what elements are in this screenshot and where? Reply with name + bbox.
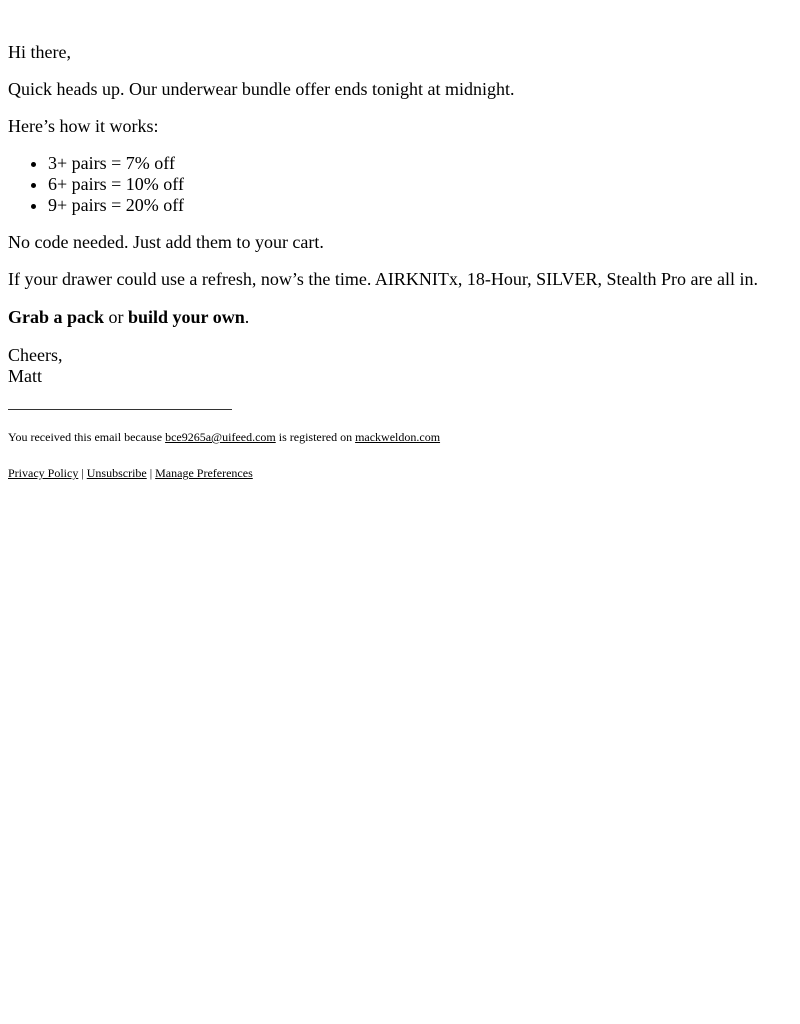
footer-links <box>8 466 792 480</box>
received-text: You received this email because <box>8 430 166 444</box>
build-your-own-link[interactable]: build your own <box>128 307 245 327</box>
email-link[interactable]: bce9265a@uifeed.com <box>165 430 276 444</box>
separator: | <box>78 466 87 480</box>
no-code-text: No code needed. Just add them to your cart. <box>8 232 324 252</box>
intro-text: Quick heads up. Our underwear bundle offer ends tonight at midnight. <box>8 79 515 99</box>
tier-item: • 9+ pairs = 20% off <box>48 195 792 216</box>
tier-list <box>8 153 792 216</box>
tier-item: • 6+ pairs = 10% off <box>48 174 792 195</box>
signoff <box>8 345 792 387</box>
privacy-policy-link[interactable]: Privacy Policy <box>8 466 79 480</box>
signoff-name: Matt <box>8 366 42 386</box>
refresh-text: If your drawer could use a refresh, now’s the time. AIRKNITx, 18-Hour, SILVER, Stealth Pro are all in. <box>8 269 758 289</box>
cta-period: . <box>244 307 250 327</box>
greeting: Hi there, <box>8 42 71 62</box>
footer-received <box>8 430 792 444</box>
cta-or: or <box>104 307 129 327</box>
grab-a-pack-link[interactable]: Grab a pack <box>8 307 105 327</box>
unsubscribe-link[interactable]: Unsubscribe <box>86 466 147 480</box>
signoff-cheers: Cheers, <box>8 345 63 365</box>
cta-line <box>8 306 792 329</box>
how-it-works-label: Here’s how it works: <box>8 116 159 136</box>
manage-preferences-link[interactable]: Manage Preferences <box>155 466 253 480</box>
email-body <box>0 0 800 480</box>
separator: | <box>146 466 156 480</box>
divider <box>8 409 232 410</box>
registered-text: is registered on <box>275 430 356 444</box>
site-link[interactable]: mackweldon.com <box>355 430 441 444</box>
tier-item: • 3+ pairs = 7% off <box>48 153 792 174</box>
